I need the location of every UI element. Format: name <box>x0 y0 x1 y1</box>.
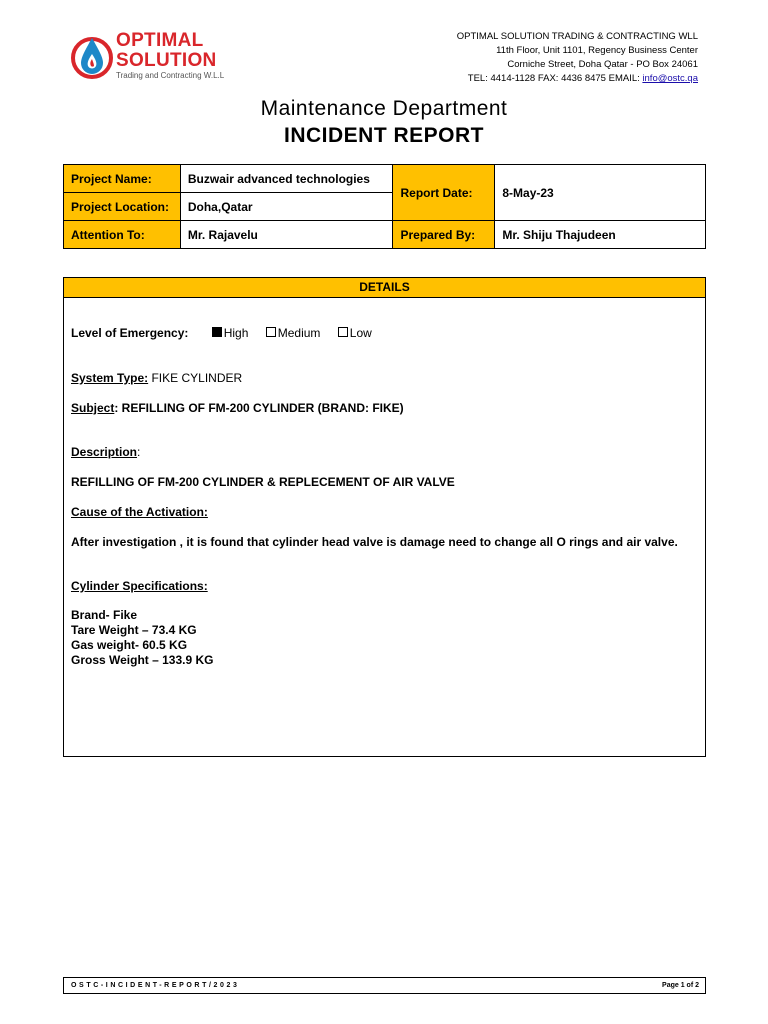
system-type-value: FIKE CYLINDER <box>148 371 243 385</box>
attention-label: Attention To: <box>64 221 181 249</box>
prepared-by-value: Mr. Shiju Thajudeen <box>495 221 706 249</box>
details-section <box>63 277 706 757</box>
project-info-table <box>63 164 706 249</box>
emergency-level-row <box>71 326 372 340</box>
spec-brand: Brand- Fike <box>71 608 138 622</box>
project-name-label: Project Name: <box>64 165 181 193</box>
cylinder-spec-label: Cylinder Specifications: <box>71 579 208 593</box>
report-date-value: 8-May-23 <box>495 165 706 221</box>
subject-value: : REFILLING OF FM-200 CYLINDER (BRAND: FIKE) <box>114 401 404 415</box>
cause-text: After investigation , it is found that cylinder head valve is damage need to change all O rings and air valve. <box>71 535 678 549</box>
checkbox-checked-icon <box>212 327 222 337</box>
emergency-option-low[interactable]: Low <box>338 326 372 340</box>
report-title: INCIDENT REPORT <box>283 124 484 147</box>
emergency-option-medium[interactable]: Medium <box>266 326 321 340</box>
spec-gas-weight: Gas weight- 60.5 KG <box>71 638 188 652</box>
company-contact <box>457 72 698 86</box>
logo-text-solution: SOLUTION <box>116 50 217 71</box>
company-name: OPTIMAL SOLUTION TRADING & CONTRACTING WLL <box>456 31 698 42</box>
company-info <box>457 30 698 86</box>
footer-document-code: OSTC-INCIDENT-REPORT/2023 <box>71 982 240 989</box>
subject-label: Subject <box>71 401 115 415</box>
emergency-label: Level of Emergency: <box>71 326 189 340</box>
checkbox-unchecked-icon <box>266 327 276 337</box>
company-address-line1: 11th Floor, Unit 1101, Regency Business Center <box>496 45 698 56</box>
spec-tare-weight: Tare Weight – 73.4 KG <box>71 623 197 637</box>
logo-tagline: Trading and Contracting W.L.L <box>116 71 225 80</box>
email-link[interactable]: info@ostc.qa <box>642 73 698 84</box>
footer-page-number: Page 1 of 2 <box>662 982 699 989</box>
department-heading: Maintenance Department <box>260 97 508 120</box>
company-address-line2: Corniche Street, Doha Qatar - PO Box 24061 <box>507 59 698 70</box>
attention-value: Mr. Rajavelu <box>180 221 393 249</box>
system-type-label: System Type: <box>71 371 149 385</box>
details-header: DETAILS <box>64 278 705 298</box>
description-text: REFILLING OF FM-200 CYLINDER & REPLECEMENT OF AIR VALVE <box>71 475 455 489</box>
report-date-label: Report Date: <box>393 165 495 221</box>
system-type-row <box>71 371 242 385</box>
description-heading: Description: <box>71 445 141 459</box>
page-footer <box>63 977 706 994</box>
cylinder-spec-list <box>71 608 214 668</box>
water-drop-icon <box>70 30 114 82</box>
description-label: Description <box>71 445 138 459</box>
contact-numbers: TEL: 4414-1128 FAX: 4436 8475 EMAIL: <box>467 73 643 84</box>
logo-text-optimal: OPTIMAL <box>116 30 204 51</box>
cause-label: Cause of the Activation: <box>71 505 208 519</box>
project-location-label: Project Location: <box>64 193 181 221</box>
checkbox-unchecked-icon <box>338 327 348 337</box>
emergency-option-high[interactable]: High <box>212 326 249 340</box>
project-location-value: Doha,Qatar <box>180 193 393 221</box>
subject-row <box>71 401 404 415</box>
spec-gross-weight: Gross Weight – 133.9 KG <box>71 653 214 667</box>
project-name-value: Buzwair advanced technologies <box>180 165 393 193</box>
prepared-by-label: Prepared By: <box>393 221 495 249</box>
company-logo <box>70 30 240 82</box>
